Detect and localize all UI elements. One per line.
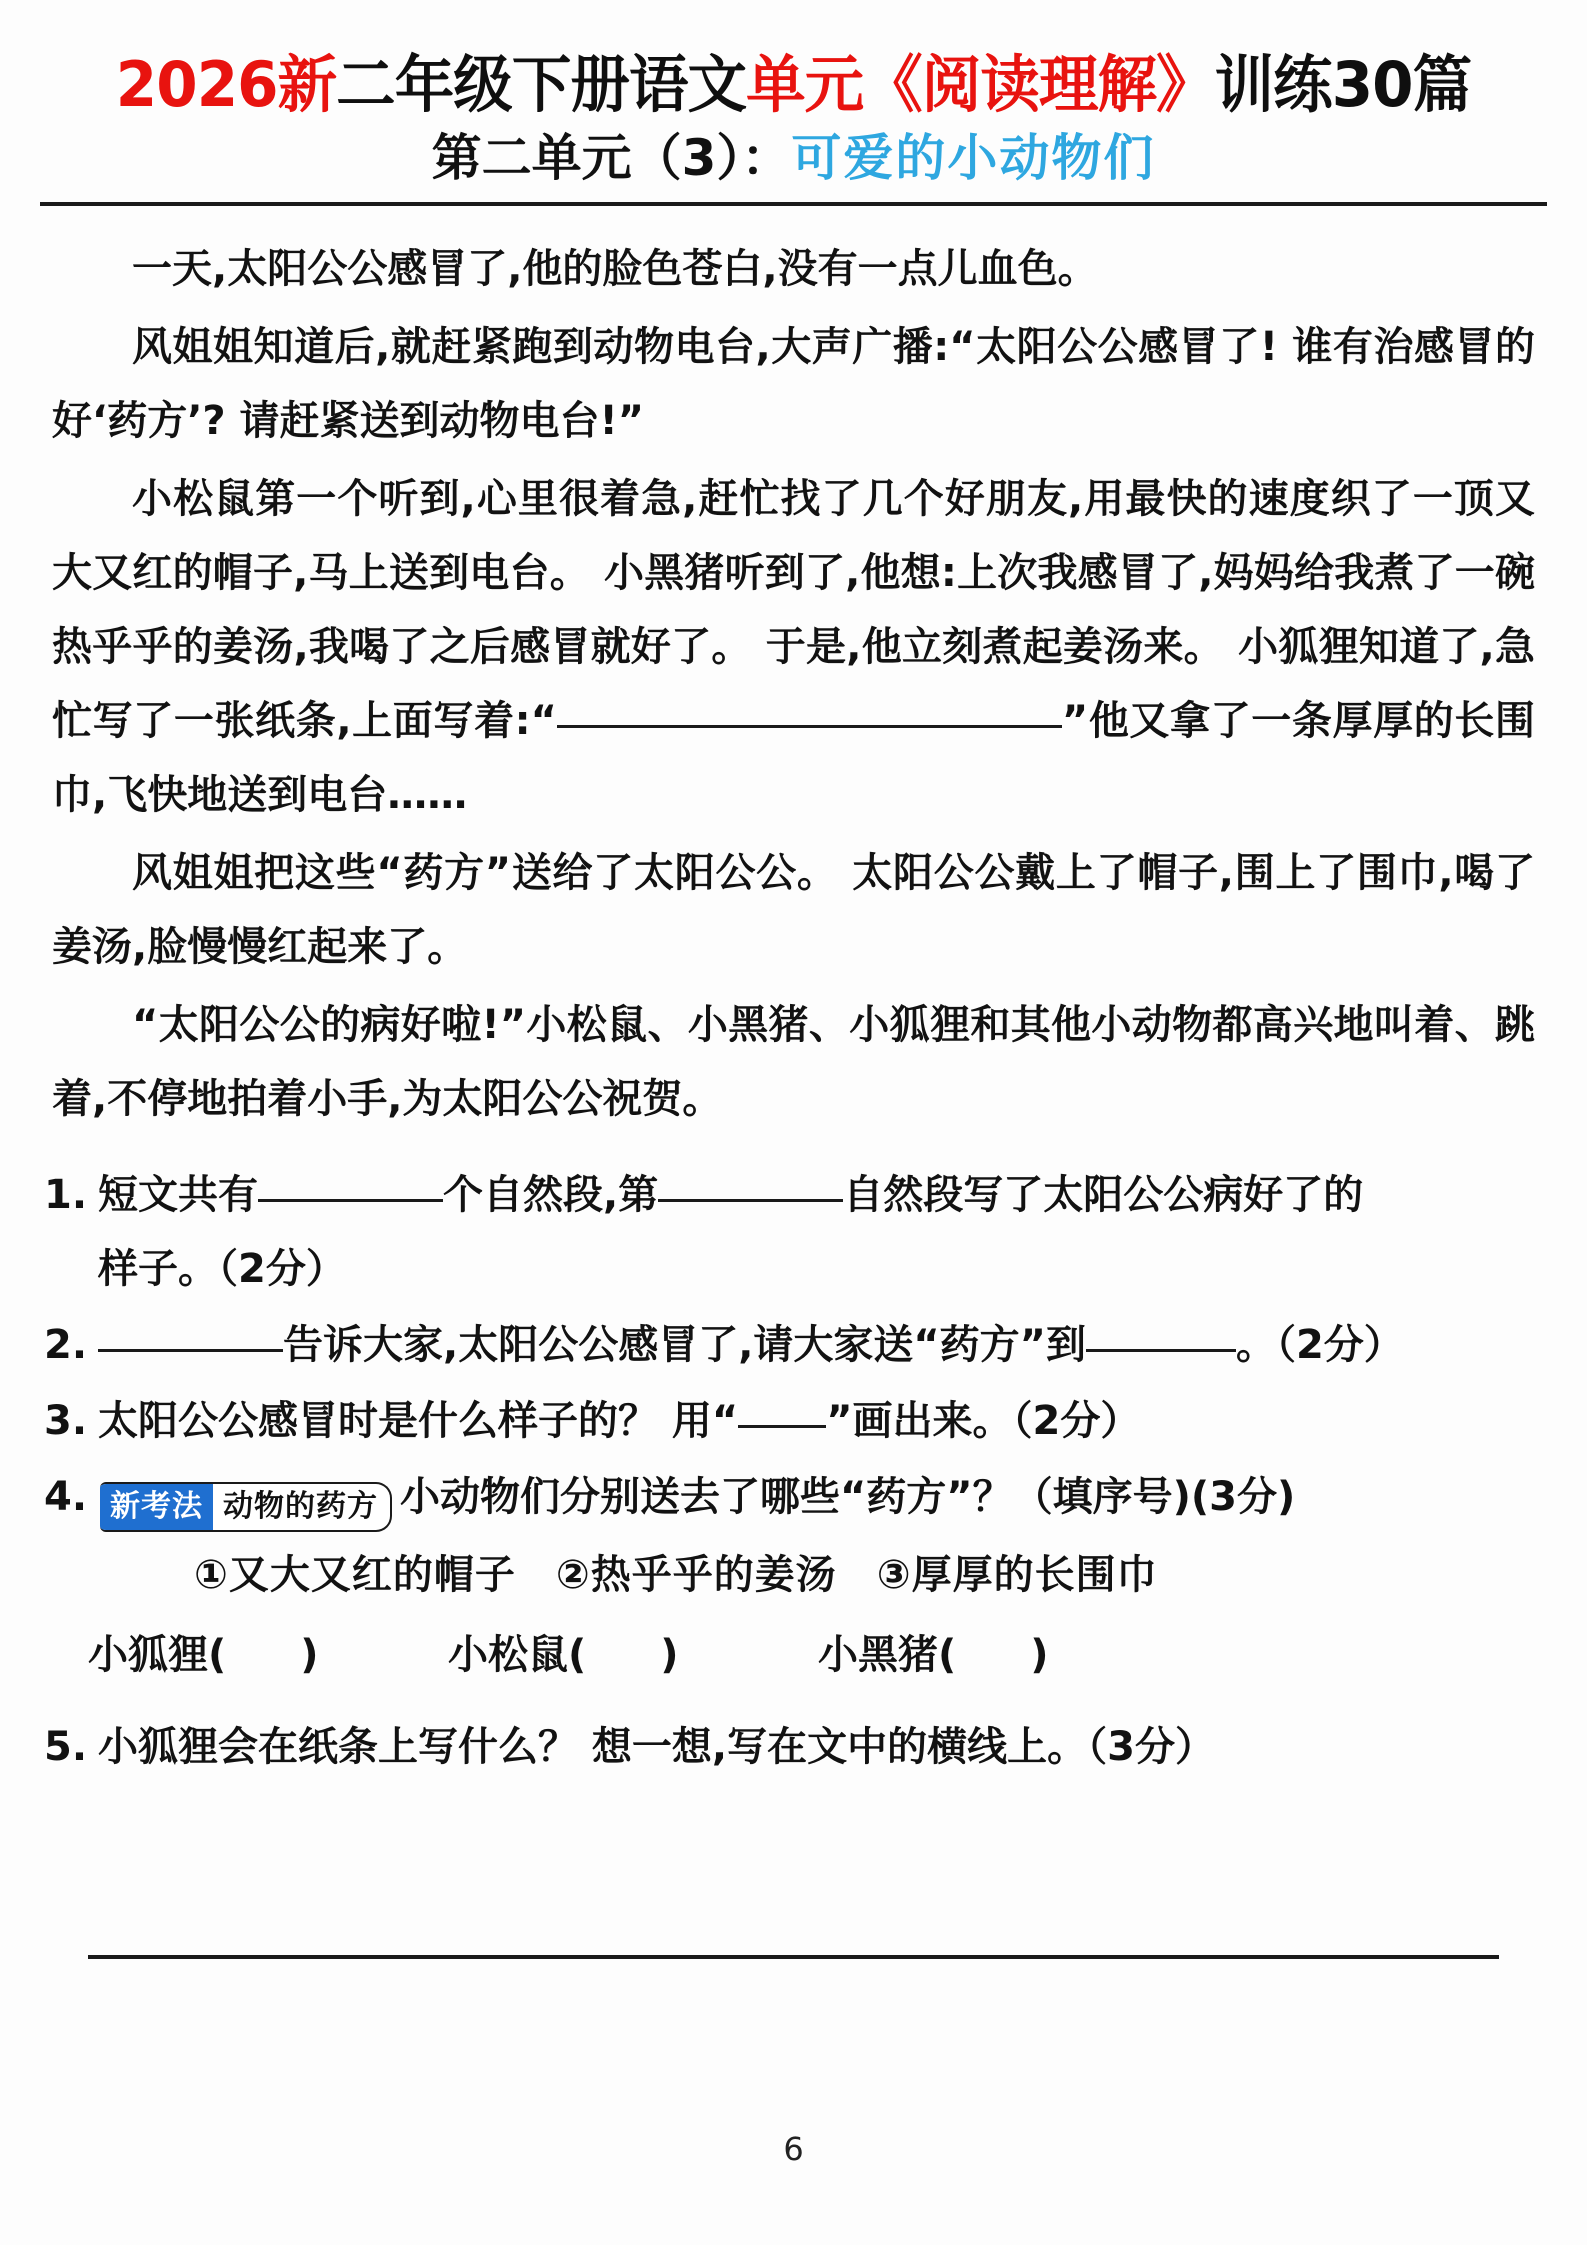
story-answer-blank-2[interactable] [742, 725, 1062, 728]
title-segment-1: 2026新 [115, 48, 337, 121]
question-4-body [98, 1460, 1543, 1534]
question-1-body [98, 1158, 1543, 1306]
question-1 [44, 1158, 1543, 1306]
q1-blank-2[interactable] [658, 1199, 843, 1202]
passage-body [52, 232, 1535, 1136]
title-segment-3: 单元《阅读理解》 [746, 48, 1215, 121]
title-segment-4: 训练30篇 [1214, 48, 1472, 121]
passage-paragraph-4: 风姐姐把这些“药方”送给了太阳公公。 太阳公公戴上了帽子,围上了围巾,喝了姜汤,脸慢慢红起来了。 [52, 850, 1535, 971]
q4-fill-fox-close: ) [300, 1632, 319, 1679]
q2-blank-1[interactable] [98, 1349, 283, 1352]
title-segment-2: 二年级下册语文 [336, 48, 747, 121]
header-divider [40, 202, 1547, 206]
q3-blank-1[interactable] [738, 1425, 826, 1428]
q4-fill-fox-label: 小狐狸( [88, 1632, 227, 1679]
new-method-badge [100, 1482, 392, 1532]
q1-text-b: 个自然段,第 [443, 1172, 659, 1219]
question-5 [44, 1710, 1543, 1784]
sub-title-topic: 可爱的小动物们 [791, 129, 1156, 188]
passage-paragraph-5: “太阳公公的病好啦!”小松鼠、小黑猪、小狐狸和其他小动物都高兴地叫着、跳着,不停地拍着小手,为太阳公公祝贺。 [52, 1002, 1535, 1123]
page-header [0, 0, 1587, 206]
question-4-options [44, 1538, 1543, 1612]
q1-text-c: 自然段写了太阳公公病好了的 [843, 1172, 1364, 1219]
question-4-line [98, 1460, 1543, 1534]
question-1-line-1 [98, 1158, 1543, 1232]
question-3-line [98, 1384, 1543, 1458]
main-title [32, 48, 1556, 121]
passage-paragraph-3-cont: ”他又拿了一条厚厚的长围巾,飞快地送到电台…… [52, 698, 1535, 819]
q4-option-2[interactable]: ②热乎乎的姜汤 [555, 1552, 837, 1599]
q2-blank-2[interactable] [1086, 1349, 1236, 1352]
q4-fill-squirrel-close: ) [660, 1632, 679, 1679]
q3-text-b: ”画出来。（2分） [826, 1398, 1141, 1445]
q2-text-b: 。（2分） [1235, 1322, 1404, 1369]
q2-text-a: 告诉大家,太阳公公感冒了,请大家送“药方”到 [283, 1322, 1086, 1369]
question-5-body [98, 1710, 1543, 1784]
q4-option-3[interactable]: ③厚厚的长围巾 [876, 1552, 1158, 1599]
question-2-line [98, 1308, 1543, 1382]
page-number: 6 [783, 2130, 804, 2168]
passage-paragraph-3-text: 小松鼠第一个听到,心里很着急,赶忙找了几个好朋友,用最快的速度织了一顶又大又红的帽子,马上送到电台。 小黑猪听到了,他想:上次我感冒了,妈妈给我煮了一碗热乎乎的姜汤,我喝了之后感冒就好了。 于是,他立刻煮起姜汤来。 小狐狸知道了,急忙写了一张纸条,上面写着:“ [52, 476, 1535, 745]
question-3-number: 3. [44, 1398, 88, 1445]
question-4 [44, 1460, 1543, 1534]
question-5-line: 小狐狸会在纸条上写什么？ 想一想,写在文中的横线上。（3分） [98, 1724, 1215, 1771]
q4-fill-fox[interactable] [88, 1618, 448, 1692]
q4-text: 小动物们分别送去了哪些“药方”？（填序号)(3分) [400, 1474, 1296, 1521]
q4-fill-squirrel-label: 小松鼠( [448, 1632, 587, 1679]
question-4-number: 4. [44, 1474, 88, 1521]
q4-fill-squirrel[interactable] [448, 1618, 818, 1692]
questions-section [44, 1158, 1543, 1784]
question-3 [44, 1384, 1543, 1458]
question-3-body [98, 1384, 1543, 1458]
new-method-badge-tag: 新考法 [100, 1484, 213, 1530]
question-1-number: 1. [44, 1172, 88, 1219]
q4-fill-pig[interactable] [818, 1618, 1148, 1692]
q3-text-a: 太阳公公感冒时是什么样子的？ 用“ [98, 1398, 739, 1445]
sub-title-prefix: 第二单元（3）： [431, 129, 792, 188]
q1-text-a: 短文共有 [98, 1172, 258, 1219]
passage-paragraph-3 [52, 462, 1535, 832]
question-5-number: 5. [44, 1724, 88, 1771]
question-2-body [98, 1308, 1543, 1382]
footer-divider [88, 1955, 1499, 1959]
q1-blank-1[interactable] [258, 1199, 443, 1202]
question-1-line-2: 样子。（2分） [98, 1246, 346, 1293]
q4-fill-pig-label: 小黑猪( [818, 1632, 957, 1679]
q4-fill-pig-close: ) [1030, 1632, 1049, 1679]
sub-title [0, 131, 1587, 186]
q4-option-1[interactable]: ①又大又红的帽子 [194, 1552, 516, 1599]
new-method-badge-topic: 动物的药方 [223, 1489, 378, 1525]
question-2 [44, 1308, 1543, 1382]
question-2-number: 2. [44, 1322, 88, 1369]
question-4-fill-row [44, 1618, 1543, 1692]
passage-paragraph-2: 风姐姐知道后,就赶紧跑到动物电台,大声广播:“太阳公公感冒了! 谁有治感冒的好‘药方’? 请赶紧送到动物电台!” [52, 324, 1535, 445]
passage-paragraph-1: 一天,太阳公公感冒了,他的脸色苍白,没有一点儿血色。 [132, 246, 1098, 293]
story-answer-blank-1[interactable] [557, 725, 742, 728]
